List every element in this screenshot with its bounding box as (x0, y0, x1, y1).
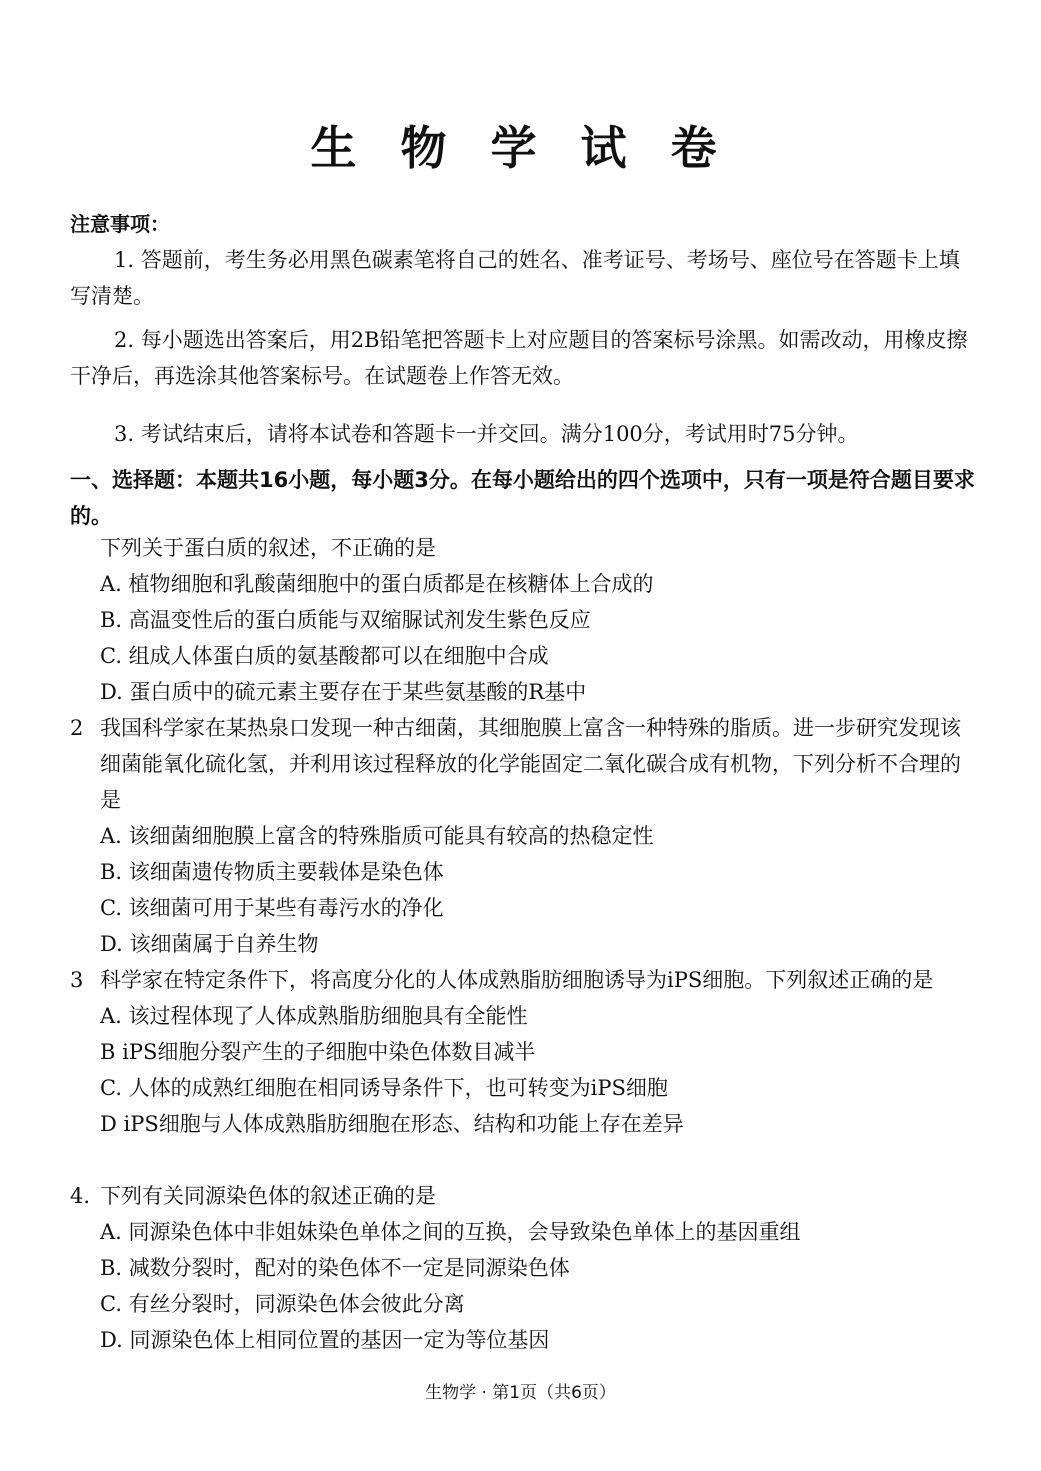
option-c: C. 该细菌可用于某些有毒污水的净化 (100, 896, 444, 920)
question-number: 2 (70, 716, 84, 740)
option-d: D iPS细胞与人体成熟脂肪细胞在形态、结构和功能上存在差异 (100, 1112, 684, 1136)
notice-heading: 注意事项： (70, 212, 170, 236)
option-d: D. 该细菌属于自养生物 (100, 932, 319, 956)
question-stem: 下列关于蛋白质的叙述，不正确的是 (100, 536, 436, 560)
question-4 (70, 1178, 976, 1358)
question-2 (70, 710, 976, 962)
question-1 (70, 530, 976, 710)
notice-item-2: 2. 每小题选出答案后，用2B铅笔把答题卡上对应题目的答案标号涂黑。如需改动，用橡皮擦干净后，再选涂其他答案标号。在试题卷上作答无效。 (70, 328, 968, 388)
page-title: 生 物 学 试 卷 (310, 121, 731, 175)
page-footer: 生物学 · 第1页（共6页） (425, 1383, 616, 1403)
notice-item-3: 3. 考试结束后，请将本试卷和答题卡一并交回。满分100分，考试用时75分钟。 (114, 422, 859, 446)
option-c: C. 组成人体蛋白质的氨基酸都可以在细胞中合成 (100, 644, 549, 668)
question-number: 3 (70, 968, 84, 992)
question-stem: 我国科学家在某热泉口发现一种古细菌，其细胞膜上富含一种特殊的脂质。进一步研究发现该细菌能氧化硫化氢，并利用该过程释放的化学能固定二氧化碳合成有机物，下列分析不合理的是 (100, 716, 961, 812)
question-3 (70, 962, 976, 1142)
question-number: 4. (70, 1184, 91, 1208)
question-stem: 科学家在特定条件下，将高度分化的人体成熟脂肪细胞诱导为iPS细胞。下列叙述正确的是 (100, 968, 934, 992)
option-d: D. 蛋白质中的硫元素主要存在于某些氨基酸的R基中 (100, 680, 587, 704)
option-b: B. 减数分裂时，配对的染色体不一定是同源染色体 (100, 1256, 570, 1280)
option-d: D. 同源染色体上相同位置的基因一定为等位基因 (100, 1328, 550, 1352)
option-c: C. 人体的成熟红细胞在相同诱导条件下，也可转变为iPS细胞 (100, 1076, 668, 1100)
option-a: A. 植物细胞和乳酸菌细胞中的蛋白质都是在核糖体上合成的 (100, 572, 654, 596)
option-a: A. 该过程体现了人体成熟脂肪细胞具有全能性 (100, 1004, 528, 1028)
option-a: A. 同源染色体中非姐妹染色单体之间的互换，会导致染色单体上的基因重组 (100, 1220, 801, 1244)
notice-item-1: 1. 答题前，考生务必用黑色碳素笔将自己的姓名、准考证号、考场号、座位号在答题卡上填写清楚。 (70, 248, 960, 308)
option-b: B iPS细胞分裂产生的子细胞中染色体数目减半 (100, 1040, 536, 1064)
option-c: C. 有丝分裂时，同源染色体会彼此分离 (100, 1292, 465, 1316)
option-b: B. 该细菌遗传物质主要载体是染色体 (100, 860, 444, 884)
question-stem: 下列有关同源染色体的叙述正确的是 (100, 1184, 436, 1208)
section-heading: 一、选择题：本题共16小题，每小题3分。在每小题给出的四个选项中，只有一项是符合题目要求的。 (70, 468, 975, 528)
option-b: B. 高温变性后的蛋白质能与双缩脲试剂发生紫色反应 (100, 608, 591, 632)
option-a: A. 该细菌细胞膜上富含的特殊脂质可能具有较高的热稳定性 (100, 824, 654, 848)
